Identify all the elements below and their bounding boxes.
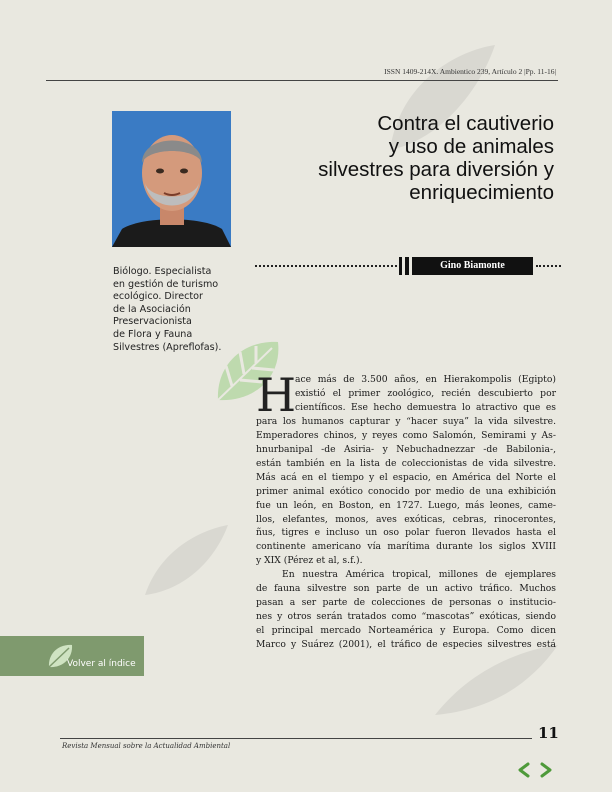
title-line: enriquecimiento [409, 181, 554, 204]
issn-header: ISSN 1409-214X. Ambientico 239, Artículo 2 |Pp. 11-16| [384, 67, 556, 76]
drop-cap: H [256, 368, 297, 422]
body-line: y XIX (Pérez et al, s.f.). [256, 555, 363, 567]
author-name: Gino Biamonte [412, 257, 533, 275]
article-title [250, 112, 554, 204]
body-line: hnurbanipal -de Asiria- y Nebuchadnezzar -de Babilonia-, [256, 443, 556, 455]
bio-line: ecológico. Director [113, 291, 203, 303]
author-banner [255, 257, 561, 275]
title-line: silvestres para diversión y [318, 158, 554, 181]
background-leaf-decoration [140, 520, 230, 600]
body-line: ace más de 3.500 años, en Hierakompolis (Egipto) [295, 374, 556, 385]
body-line: fue un león, en Boston, en 1727. Luego, más leones, came- [256, 499, 556, 511]
body-line: están también en la lista de coleccionistas de vida silvestre. [256, 457, 556, 469]
body-line: nes y otros serán tratados como “mascotas” exóticas, siendo [256, 611, 556, 623]
chevron-right-icon[interactable] [537, 762, 555, 778]
bio-line: en gestión de turismo [113, 278, 219, 290]
title-line: y uso de animales [388, 135, 554, 158]
article-body [256, 368, 556, 652]
back-to-index-button[interactable] [0, 636, 144, 676]
body-line: primer animal exótico conocido por medio de una exhibición [256, 485, 556, 497]
body-line: continente americano vía marítima durante los siglos XVIII [256, 541, 556, 553]
body-line: Más acá en el tiempo y el espacio, en América del Norte el [256, 471, 556, 483]
decorative-bar [399, 257, 402, 275]
footer-divider [60, 738, 532, 739]
page-number: 11 [538, 724, 559, 742]
chevron-left-icon[interactable] [515, 762, 533, 778]
body-line: científicos. Ese hecho demuestra lo atractivo que es [295, 401, 556, 413]
body-line: existió el primer zoológico, recién descubierto por [295, 387, 556, 399]
dotted-divider [255, 265, 397, 267]
body-line: ñus, tigres e incluso un oso polar fueron llevados hasta el [256, 527, 556, 539]
title-line: Contra el cautiverio [377, 112, 554, 135]
back-to-index-label[interactable]: Volver al índice [67, 659, 136, 669]
body-line: Marco y Suárez (2001), el tráfico de especies silvestres está [256, 639, 556, 651]
body-line: de fauna silvestre son parte de un activo tráfico. Muchos [256, 583, 556, 595]
bio-line: Silvestres (Apreflofas). [113, 341, 222, 353]
decorative-bar [405, 257, 409, 275]
body-line: para los humanos capturar y “hacer suya” la vida silvestre. [256, 415, 556, 427]
bio-line: de la Asociación [113, 303, 191, 315]
body-line: En nuestra América tropical, millones de ejemplares [282, 569, 556, 581]
body-line: pasan a ser parte de colecciones de personas o institucio- [256, 597, 556, 609]
body-line: el principal mercado Norteamérica y Europa. Como dicen [256, 625, 556, 637]
header-divider [46, 80, 558, 81]
author-photo [112, 111, 231, 247]
dotted-divider [536, 265, 561, 267]
body-line: Emperadores chinos, y reyes como Salomón, Semirami y As- [256, 429, 556, 441]
journal-name: Revista Mensual sobre la Actualidad Ambiental [62, 742, 231, 750]
bio-line: de Flora y Fauna [113, 328, 193, 340]
bio-line: Biólogo. Especialista [113, 266, 212, 277]
bio-line: Preservacionista [113, 316, 192, 328]
body-line: llos, elefantes, monos, aves exóticas, cebras, rinocerontes, [256, 513, 556, 525]
